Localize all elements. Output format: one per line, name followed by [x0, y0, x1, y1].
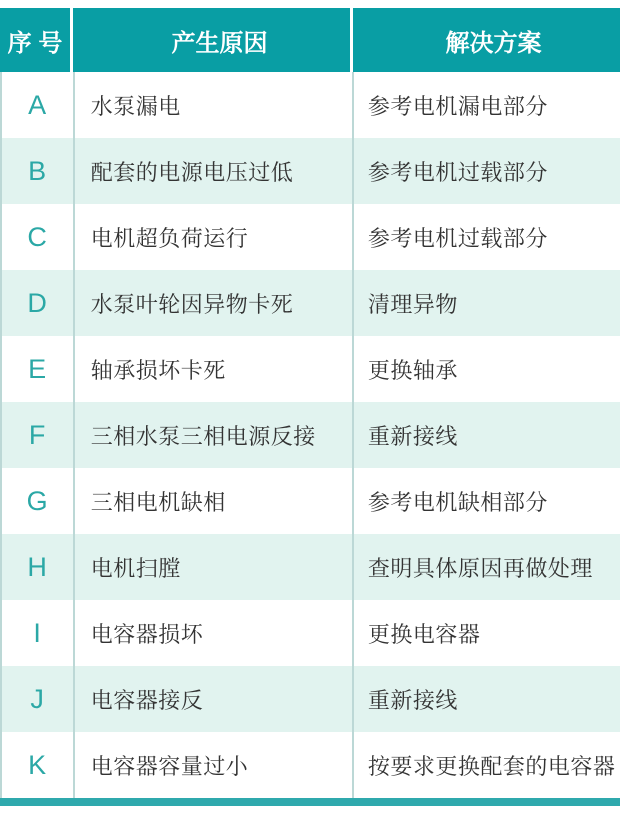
row-cause-cell: 电机扫膛	[75, 534, 354, 600]
header-cause: 产生原因	[73, 8, 353, 72]
row-solution-cell: 参考电机缺相部分	[367, 489, 548, 515]
row-cause-cell: 配套的电源电压过低	[75, 138, 354, 204]
row-serial-label: C	[2, 204, 75, 270]
table-row	[0, 468, 620, 534]
row-solution-cell: 清理异物	[367, 291, 458, 317]
row-serial-label: J	[2, 666, 75, 732]
row-serial-label: D	[2, 270, 75, 336]
row-cause-cell: 电容器损坏	[75, 600, 354, 666]
row-serial-label: I	[2, 600, 75, 666]
table-row	[0, 336, 620, 402]
row-solution-cell: 更换电容器	[367, 621, 481, 647]
header-serial-number: 序 号	[0, 8, 73, 72]
row-serial-label: E	[2, 336, 75, 402]
table-body	[0, 72, 620, 798]
row-serial-label: H	[2, 534, 75, 600]
table-row	[0, 402, 620, 468]
row-solution-cell: 参考电机过载部分	[367, 225, 548, 251]
header-solution: 解决方案	[445, 29, 542, 57]
table-row	[0, 138, 620, 204]
table-bottom-border	[0, 798, 620, 806]
row-cause-cell: 三相水泵三相电源反接	[75, 402, 354, 468]
fault-troubleshooting-table	[0, 8, 620, 806]
row-solution-cell: 查明具体原因再做处理	[367, 555, 593, 581]
row-cause-cell: 水泵叶轮因异物卡死	[75, 270, 354, 336]
table-row	[0, 666, 620, 732]
row-cause-cell: 电容器容量过小	[75, 732, 354, 798]
row-serial-label: B	[2, 138, 75, 204]
row-cause-cell: 三相电机缺相	[75, 468, 354, 534]
row-solution-cell: 参考电机漏电部分	[367, 93, 548, 119]
row-solution-cell: 更换轴承	[367, 357, 458, 383]
row-solution-cell: 重新接线	[367, 687, 458, 713]
table-row	[0, 732, 620, 798]
table-row	[0, 534, 620, 600]
table-row	[0, 270, 620, 336]
row-serial-label: F	[2, 402, 75, 468]
table-row	[0, 72, 620, 138]
row-solution-cell: 参考电机过载部分	[367, 159, 548, 185]
table-header-row	[0, 8, 620, 72]
row-cause-cell: 电机超负荷运行	[75, 204, 354, 270]
row-cause-cell: 轴承损坏卡死	[75, 336, 354, 402]
row-serial-label: G	[2, 468, 75, 534]
row-solution-cell: 重新接线	[367, 423, 458, 449]
table-row	[0, 204, 620, 270]
row-serial-label: K	[2, 732, 75, 798]
table-row	[0, 600, 620, 666]
row-cause-cell: 水泵漏电	[75, 72, 354, 138]
row-serial-label: A	[2, 72, 75, 138]
row-cause-cell: 电容器接反	[75, 666, 354, 732]
row-solution-cell: 按要求更换配套的电容器	[367, 753, 616, 779]
